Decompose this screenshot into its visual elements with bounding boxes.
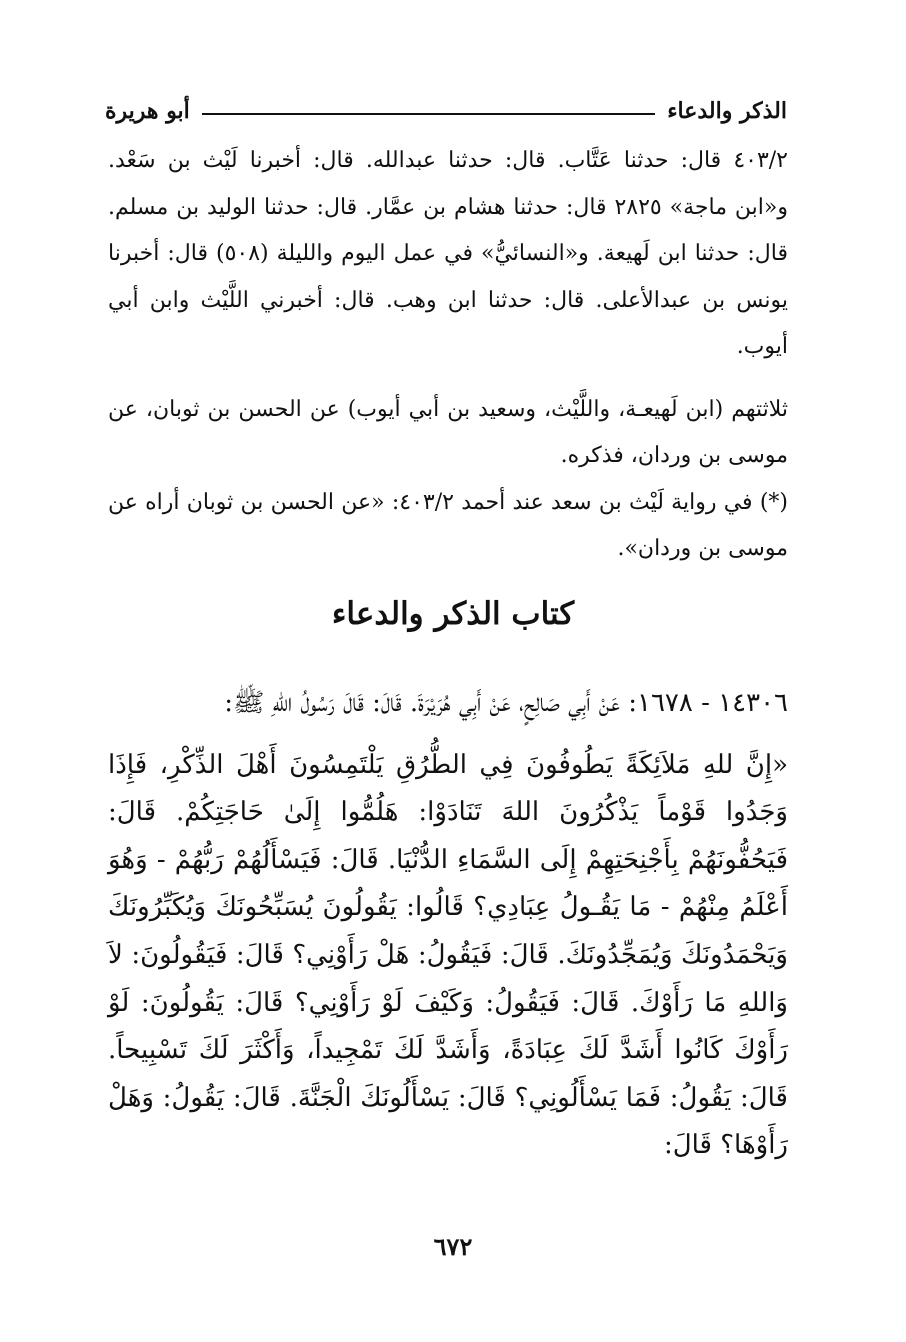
hadith-matn: «إِنَّ للهِ مَلاَئِكَةً يَطُوفُونَ فِي الطُّرُقِ يَلْتَمِسُونَ أَهْلَ الذِّكْرِ، فَإِذَا وَجَدُوا قَوْماً يَذْكُرُونَ اللهَ تَنَادَوْا: هَلُمُّوا إِلَىٰ حَاجَتِكُمْ. قَالَ: فَيَحُفُّونَهُمْ بِأَجْنِحَتِهِمْ إِلَى السَّمَاءِ الدُّنْيَا. قَالَ: فَيَسْأَلُهُمْ رَبُّهُمْ - وَهُوَ أَعْلَمُ مِنْهُمْ - مَا يَقُـولُ عِبَادِي؟ قَالُوا: يَقُولُونَ يُسَبِّحُونَكَ وَيُكَبِّرُونَكَ وَيَحْمَدُونَكَ وَيُمَجِّدُونَكَ. قَالَ: فَيَقُولُ: هَلْ رَأَوْنِي؟ قَالَ: فَيَقُولُونَ: لاَ وَاللهِ مَا رَأَوْكَ. قَالَ: فَيَقُولُ: وَكَيْفَ لَوْ رَأَوْنِي؟ قَالَ: يَقُولُونَ: لَوْ رَأَوْكَ كَانُوا أَشَدَّ لَكَ عِبَادَةً، وَأَشَدَّ لَكَ تَمْجِيداً، وَأَكْثَرَ لَكَ تَسْبِيحاً. قَالَ: يَقُولُ: فَمَا يَسْأَلُونِي؟ قَالَ: يَسْأَلُونَكَ الْجَنَّةَ. قَالَ: يَقُولُ: وَهَلْ رَأَوْهَا؟ قَالَ: <box>108 749 788 1161</box>
reference-paragraph: ثلاثتهم (ابن لَهيعـة، واللَّيْث، وسعيد بن أبي أيوب) عن الحسن بن ثوبان، عن موسى بن وردان، فذكره. <box>108 396 788 468</box>
reference-paragraph: ٤٠٣/٢ قال: حدثنا عَتَّاب. قال: حدثنا عبدالله. قال: أخبرنا لَيْث بن سَعْد. و«ابن ماجة» ٢٨٢٥ قال: حدثنا هشام بن عمَّار. قال: حدثنا الوليد بن مسلم. قال: حدثنا ابن لَهيعة. و«النسائيُّ» في عمل اليوم والليلة (٥٠٨) قال: أخبرنا يونس بن عبدالأعلى. قال: حدثنا ابن وهب. قال: أخبرني اللَّيْث وابن أبي أيوب. <box>108 148 788 359</box>
hadith-section <box>108 680 788 1170</box>
chapter-title: كتاب الذكر والدعاء <box>331 596 575 632</box>
header-book-title: الذكر والدعاء <box>667 98 787 124</box>
footnote: (*) في رواية لَيْث بن سعد عند أحمد ٤٠٣/٢: «عن الحسن بن ثوبان أراه عن موسى بن وردان». <box>108 489 788 561</box>
page-number: ٦٧٢ <box>433 1232 473 1261</box>
running-header <box>105 88 787 122</box>
hadith-isnad: ١٤٣٠٦ - ١٦٧٨: عَنْ أَبِي صَالِحٍ، عَنْ أَبِي هُرَيْرَةَ. قَالَ: قَالَ رَسُولُ اللهِ ﷺ: <box>224 688 788 718</box>
header-narrator: أبو هريرة <box>105 98 190 124</box>
references-section <box>108 138 788 573</box>
header-rule <box>202 113 655 115</box>
